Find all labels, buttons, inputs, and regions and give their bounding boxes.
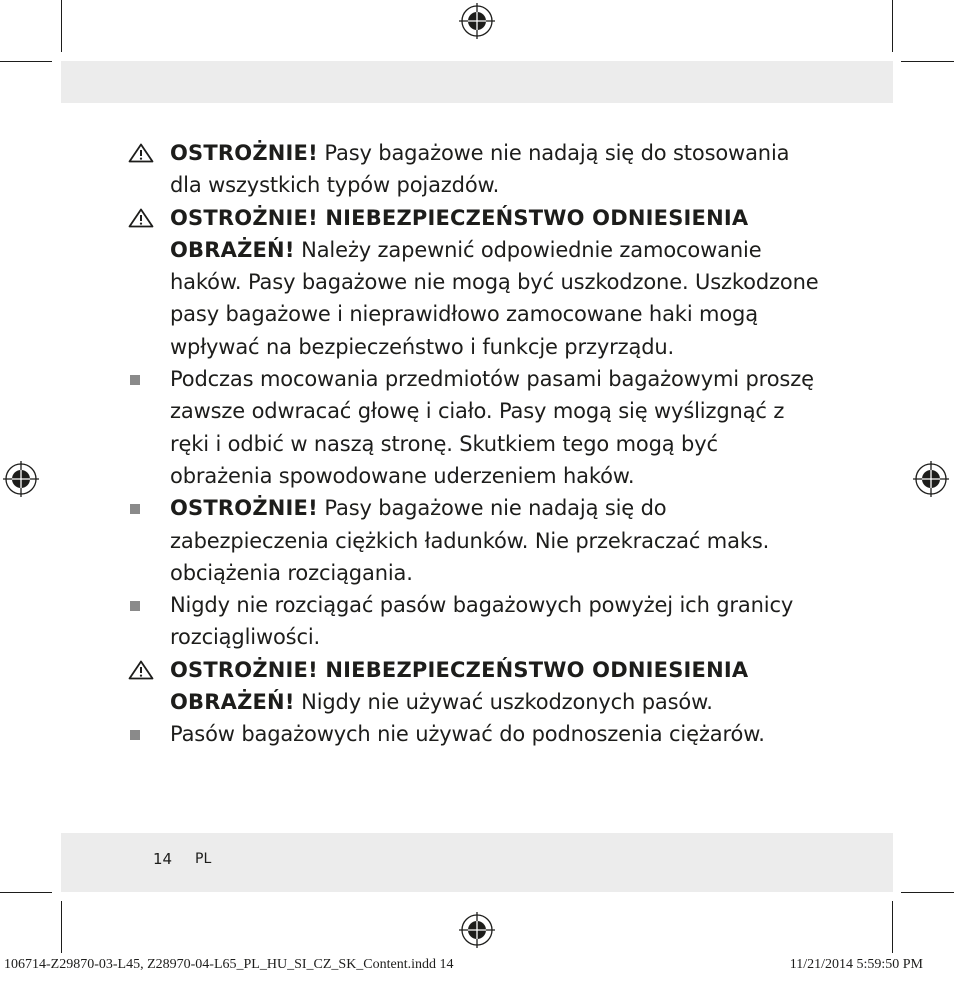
warning-label: OSTROŻNIE! [170,141,318,165]
registration-mark-icon [913,461,949,497]
registration-mark-icon [459,912,495,948]
crop-mark-bottom-right-horizontal [901,892,954,893]
note-text: Pasy bagażowe nie nadają się do stosowania dla wszystkich typów pojazdów. [170,141,790,198]
safety-note [125,137,825,202]
square-bullet [125,363,155,395]
page-language: PL [195,851,212,867]
crop-mark-top-left-horizontal [0,61,52,62]
warning-label: OSTROŻNIE! NIEBEZPIECZEŃSTWO ODNIESIENIA OBRAŻEŃ! [170,205,749,262]
page-number: 14 [153,850,173,868]
safety-notes [125,137,825,751]
note-text: Nigdy nie rozciągać pasów bagażowych powyżej ich granicy rozciągliwości. [170,593,794,650]
warning-label: OSTROŻNIE! [170,496,318,521]
slug-file: 106714-Z29870-03-L45, Z28970-04-L65_PL_HU_SI_CZ_SK_Content.indd 14 [4,957,454,972]
registration-mark-icon [459,3,495,39]
warning-label: OSTROŻNIE! NIEBEZPIECZEŃSTWO ODNIESIENIA OBRAŻEŃ! [170,657,749,715]
crop-mark-top-left-vertical [61,0,62,52]
slug-datetime: 11/21/2014 5:59:50 PM [789,957,923,972]
footer-band [61,833,893,892]
warning-triangle-icon [125,654,155,686]
note-text: Należy zapewnić odpowiednie zamocowanie haków. Pasy bagażowe nie mogą być uszkodzone. Uszkodzone pasy bagażowe i nieprawidłowo zamocowane haki mogą wpływać na bezpieczeństwo i funkcje przyrządu. [170,237,819,359]
safety-note [125,363,825,492]
crop-mark-bottom-left-vertical [61,901,62,953]
note-text: Podczas mocowania przedmiotów pasami bagażowymi proszę zawsze odwracać głowę i ciało. Pasy mogą się wyślizgnąć z ręki i odbić w naszą stronę. Skutkiem tego mogą być obrażenia spowodowane uderzeniem haków. [170,367,814,488]
square-bullet [125,492,155,524]
note-text: Nigdy nie używać uszkodzonych pasów. [294,690,713,715]
note-text: Pasów bagażowych nie używać do podnoszenia ciężarów. [170,722,765,747]
square-bullet [125,718,155,750]
crop-mark-top-right-vertical [892,0,893,52]
safety-note [125,654,825,719]
crop-mark-bottom-left-horizontal [0,892,52,893]
safety-note [125,202,825,363]
header-band [61,61,893,103]
safety-note [125,492,825,589]
crop-mark-top-right-horizontal [901,61,954,62]
crop-mark-bottom-right-vertical [892,901,893,953]
registration-mark-icon [3,461,39,497]
warning-triangle-icon [125,202,155,234]
square-bullet [125,589,155,621]
safety-note [125,718,825,750]
note-text: Pasy bagażowe nie nadają się do zabezpieczenia ciężkich ładunków. Nie przekraczać maks. obciążenia rozciągania. [170,496,770,585]
warning-triangle-icon [125,137,155,169]
safety-note [125,589,825,654]
